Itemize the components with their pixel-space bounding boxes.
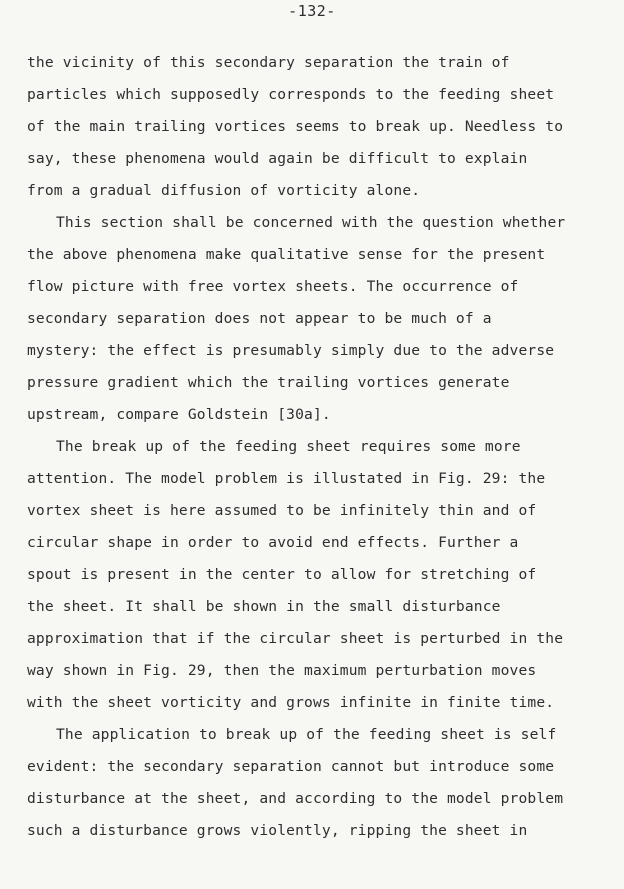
- text-line: the sheet. It shall be shown in the small disturbance: [27, 598, 501, 615]
- text-line: of the main trailing vortices seems to break up. Needless to: [27, 118, 564, 135]
- text-line: approximation that if the circular sheet is perturbed in the: [27, 630, 564, 647]
- paragraph-start-line: This section shall be concerned with the question whether: [56, 214, 566, 231]
- text-line: with the sheet vorticity and grows infinite in finite time.: [27, 694, 555, 711]
- text-line: pressure gradient which the trailing vortices generate: [27, 374, 510, 391]
- text-line: way shown in Fig. 29, then the maximum perturbation moves: [27, 662, 537, 679]
- text-line: such a disturbance grows violently, ripping the sheet in: [27, 822, 528, 839]
- text-line: circular shape in order to avoid end effects. Further a: [27, 534, 519, 551]
- text-line: upstream, compare Goldstein [30a].: [27, 406, 331, 423]
- text-line: say, these phenomena would again be difficult to explain: [27, 150, 528, 167]
- paragraph-start-line: The application to break up of the feeding sheet is self: [56, 726, 557, 743]
- text-line: the vicinity of this secondary separation the train of: [27, 54, 510, 71]
- text-line: the above phenomena make qualitative sense for the present: [27, 246, 546, 263]
- text-line: mystery: the effect is presumably simply due to the adverse: [27, 342, 555, 359]
- text-line: particles which supposedly corresponds to the feeding sheet: [27, 86, 555, 103]
- text-line: spout is present in the center to allow for stretching of: [27, 566, 537, 583]
- page-number: -132-: [288, 2, 336, 20]
- text-line: evident: the secondary separation cannot but introduce some: [27, 758, 555, 775]
- text-line: disturbance at the sheet, and according to the model problem: [27, 790, 564, 807]
- text-line: from a gradual diffusion of vorticity alone.: [27, 182, 421, 199]
- text-line: secondary separation does not appear to be much of a: [27, 310, 492, 327]
- body-text: [27, 47, 607, 847]
- text-line: attention. The model problem is illustated in Fig. 29: the: [27, 470, 546, 487]
- text-line: vortex sheet is here assumed to be infinitely thin and of: [27, 502, 537, 519]
- paragraph-start-line: The break up of the feeding sheet requires some more: [56, 438, 521, 455]
- text-line: flow picture with free vortex sheets. The occurrence of: [27, 278, 519, 295]
